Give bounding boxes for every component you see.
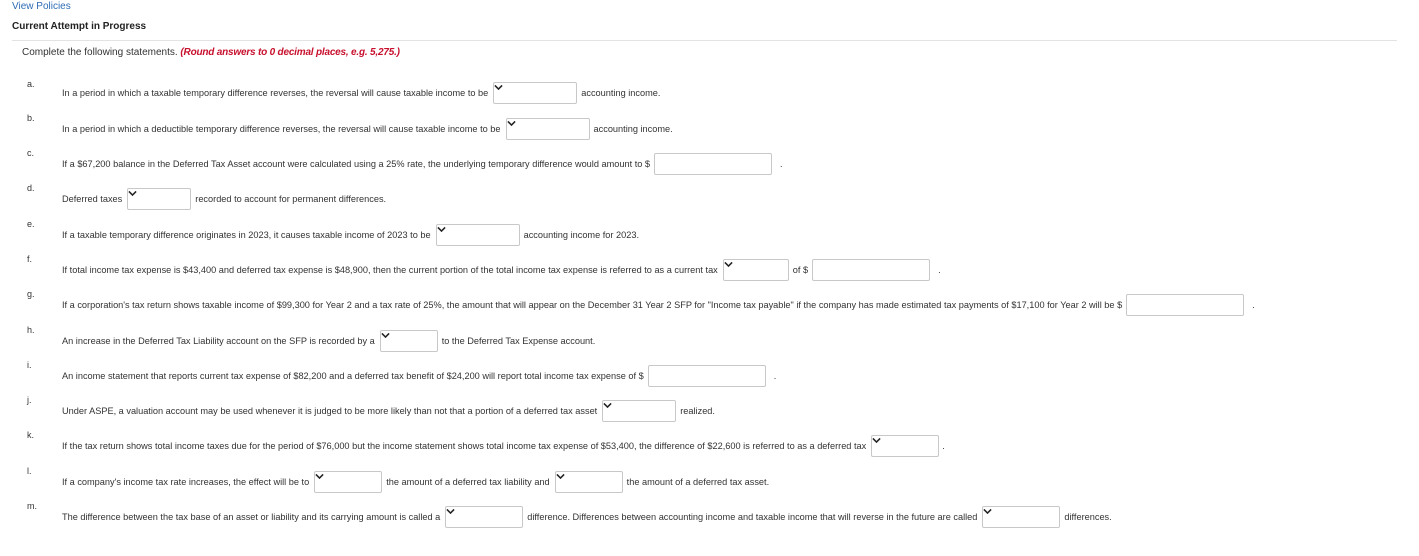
question-letter: a.	[27, 79, 35, 89]
question-text	[62, 81, 660, 105]
answer-input-g[interactable]	[1126, 294, 1244, 316]
question-text-part: difference. Differences between accounting income and taxable income that will reverse in the future are called	[527, 512, 978, 522]
question-text-part: If a taxable temporary difference originates in 2023, it causes taxable income of 2023 to be	[62, 230, 431, 240]
question-text-part: The difference between the tax base of an asset or liability and its carrying amount is called a	[62, 512, 441, 522]
question-letter: g.	[27, 289, 35, 299]
question-letter: f.	[27, 254, 33, 264]
question-text-part: .	[780, 159, 783, 169]
chevron-down-icon	[446, 508, 455, 515]
answer-dropdown-m1[interactable]	[445, 506, 523, 528]
question-text-part: to the Deferred Tax Expense account.	[441, 336, 596, 346]
chevron-down-icon	[507, 120, 516, 127]
question-text-part: If a $67,200 balance in the Deferred Tax Asset account were calculated using a 25% rate, the underlying temporary difference would amount to $	[62, 159, 651, 169]
question-text-part: An income statement that reports current tax expense of $82,200 and a deferred tax benefit of $24,200 will report total income tax expense of $	[62, 371, 644, 381]
question-text-part: recorded to account for permanent differences.	[195, 194, 387, 204]
question-a	[0, 81, 1419, 105]
question-letter: d.	[27, 183, 35, 193]
question-letter: m.	[27, 501, 37, 511]
chevron-down-icon	[556, 473, 565, 480]
answer-dropdown-m2[interactable]	[982, 506, 1060, 528]
question-letter: l.	[27, 466, 32, 476]
question-text-part: .	[942, 441, 945, 451]
question-text-part: If a company's income tax rate increases, the effect will be to	[62, 477, 310, 487]
question-i	[0, 360, 1419, 388]
question-text	[62, 364, 776, 388]
chevron-down-icon	[437, 226, 446, 233]
question-text	[62, 223, 639, 247]
question-text-part: An increase in the Deferred Tax Liability account on the SFP is recorded by a	[62, 336, 375, 346]
chevron-down-icon	[983, 508, 992, 515]
question-k	[0, 430, 1419, 458]
question-f	[0, 254, 1419, 282]
chevron-down-icon	[724, 261, 733, 268]
question-text	[62, 505, 1112, 529]
rounding-note: (Round answers to 0 decimal places, e.g. 5,275.)	[180, 47, 400, 58]
question-text	[62, 258, 941, 282]
answer-dropdown-l2[interactable]	[555, 471, 623, 493]
answer-dropdown-h[interactable]	[380, 330, 438, 352]
question-b	[0, 113, 1419, 141]
question-letter: i.	[27, 360, 32, 370]
question-letter: b.	[27, 113, 35, 123]
question-text-part: the amount of a deferred tax asset.	[626, 477, 770, 487]
chevron-down-icon	[315, 473, 324, 480]
divider	[12, 40, 1397, 41]
attempt-status-heading: Current Attempt in Progress	[12, 21, 147, 32]
answer-dropdown-l1[interactable]	[314, 471, 382, 493]
question-text	[62, 470, 769, 494]
question-letter: c.	[27, 148, 35, 158]
answer-dropdown-k[interactable]	[871, 435, 939, 457]
answer-dropdown-d[interactable]	[127, 188, 191, 210]
answer-dropdown-f[interactable]	[723, 259, 789, 281]
question-text-part: accounting income.	[593, 124, 673, 134]
question-text-part: In a period in which a taxable temporary difference reverses, the reversal will cause taxable income to be	[62, 88, 489, 98]
instructions	[22, 47, 400, 58]
chevron-down-icon	[381, 332, 390, 339]
question-text-part: If total income tax expense is $43,400 and deferred tax expense is $48,900, then the current portion of the total income tax expense is referred to as a current tax	[62, 265, 718, 275]
question-text	[62, 187, 386, 211]
question-g	[0, 289, 1419, 317]
question-text-part: of $	[792, 265, 809, 275]
question-text	[62, 293, 1255, 317]
question-text-part: .	[938, 265, 941, 275]
chevron-down-icon	[494, 84, 503, 91]
question-e	[0, 219, 1419, 247]
question-text	[62, 434, 945, 458]
chevron-down-icon	[872, 437, 881, 444]
question-text-part: the amount of a deferred tax liability and	[386, 477, 550, 487]
answer-input-i[interactable]	[648, 365, 766, 387]
answer-input-c[interactable]	[654, 153, 772, 175]
question-h	[0, 325, 1419, 353]
question-c	[0, 148, 1419, 176]
question-text-part: Deferred taxes	[62, 194, 123, 204]
question-text-part: If a corporation's tax return shows taxable income of $99,300 for Year 2 and a tax rate of 25%, the amount that will appear on the December 31 Year 2 SFP for "Income tax payable" if the company has made estimated tax payments of $17,100 for Year 2 will be $	[62, 300, 1123, 310]
question-m	[0, 501, 1419, 529]
question-letter: k.	[27, 430, 35, 440]
question-text-part: In a period in which a deductible temporary difference reverses, the reversal will cause taxable income to be	[62, 124, 501, 134]
question-j	[0, 395, 1419, 423]
question-text-part: .	[1252, 300, 1255, 310]
question-letter: j.	[27, 395, 32, 405]
question-letter: h.	[27, 325, 35, 335]
question-text	[62, 117, 673, 141]
view-policies-link[interactable]: View Policies	[12, 1, 71, 12]
question-text	[62, 399, 715, 423]
question-text	[62, 329, 595, 353]
question-text-part: accounting income for 2023.	[523, 230, 640, 240]
question-text-part: If the tax return shows total income taxes due for the period of $76,000 but the income statement shows total income tax expense of $53,400, the difference of $22,600 is referred to as a deferred tax	[62, 441, 867, 451]
question-text-part: accounting income.	[581, 88, 661, 98]
question-d	[0, 183, 1419, 211]
answer-dropdown-j[interactable]	[602, 400, 676, 422]
question-letter: e.	[27, 219, 35, 229]
answer-dropdown-a[interactable]	[493, 82, 577, 104]
question-text-part: realized.	[680, 406, 715, 416]
question-text-part: differences.	[1064, 512, 1112, 522]
chevron-down-icon	[128, 190, 137, 197]
instructions-text: Complete the following statements.	[22, 47, 178, 58]
question-text-part: .	[773, 371, 777, 381]
chevron-down-icon	[603, 402, 612, 409]
answer-input-f[interactable]	[812, 259, 930, 281]
answer-dropdown-e[interactable]	[436, 224, 520, 246]
question-text-part: Under ASPE, a valuation account may be used whenever it is judged to be more likely than not that a portion of a deferred tax asset	[62, 406, 598, 416]
answer-dropdown-b[interactable]	[506, 118, 590, 140]
question-text	[62, 152, 783, 176]
question-l	[0, 466, 1419, 494]
